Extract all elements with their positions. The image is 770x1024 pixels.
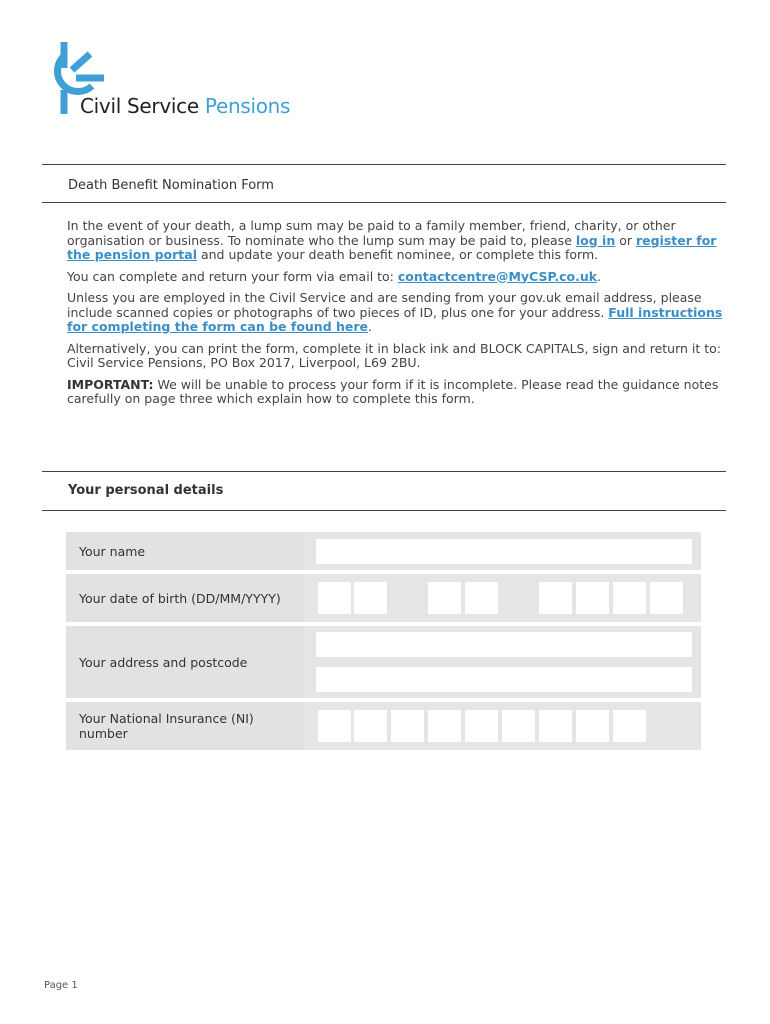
dob-year-digit-1[interactable] — [539, 582, 572, 614]
login-link[interactable]: log in — [575, 232, 616, 248]
page-number: Page 1 — [44, 980, 78, 991]
name-field[interactable] — [316, 539, 692, 564]
address-label: Your address and postcode — [66, 626, 304, 698]
address-line-1-field[interactable] — [316, 632, 692, 657]
address-row — [66, 626, 701, 698]
ni-row — [66, 702, 701, 750]
ni-digit-6[interactable] — [502, 710, 535, 742]
name-row — [66, 532, 701, 570]
register-link[interactable]: register for the pension portal — [67, 232, 717, 262]
ni-digit-2[interactable] — [354, 710, 387, 742]
name-label: Your name — [66, 532, 304, 570]
logo-text-pensions: Pensions — [204, 94, 291, 118]
intro-paragraph-1: In the event of your death, a lump sum may be paid to a family member, friend, charity, or other organisation or business. To nominate who the lump sum may be paid to, please log in or register for the pension portal and update your death benefit nominee, or complete this form. — [67, 218, 717, 262]
dob-day-digit-2[interactable] — [354, 582, 387, 614]
dob-row — [66, 574, 701, 622]
divider — [42, 202, 726, 203]
ni-digit-3[interactable] — [391, 710, 424, 742]
ni-digit-4[interactable] — [428, 710, 461, 742]
important-label: IMPORTANT: — [67, 376, 154, 392]
ni-digit-9[interactable] — [613, 710, 646, 742]
dob-month-digit-2[interactable] — [465, 582, 498, 614]
ni-digit-7[interactable] — [539, 710, 572, 742]
personal-details-title: Your personal details — [68, 483, 224, 498]
form-title: Death Benefit Nomination Form — [68, 178, 274, 193]
dob-year-digit-3[interactable] — [613, 582, 646, 614]
divider — [42, 164, 726, 165]
ni-digit-5[interactable] — [465, 710, 498, 742]
ni-digit-1[interactable] — [318, 710, 351, 742]
dob-year-digit-2[interactable] — [576, 582, 609, 614]
intro-paragraph-4: Alternatively, you can print the form, complete it in black ink and BLOCK CAPITALS, sign and return it to: Civil Service Pensions, PO Box 2017, Liverpool, L69 2BU. — [67, 340, 722, 370]
ni-digit-8[interactable] — [576, 710, 609, 742]
intro-paragraph-3: Unless you are employed in the Civil Service and are sending from your gov.uk email address, please include scanned copies or photographs of two pieces of ID, plus one for your address. Full instructions for completing the form can be found here. — [67, 290, 723, 334]
intro-paragraph-2: You can complete and return your form via email to: contactcentre@MyCSP.co.uk. — [67, 268, 602, 284]
logo-text-civil: Civil Service — [80, 94, 199, 118]
dob-year-digit-4[interactable] — [650, 582, 683, 614]
intro-text — [67, 219, 729, 414]
dob-month-digit-1[interactable] — [428, 582, 461, 614]
civil-service-pensions-logo — [42, 40, 302, 120]
dob-day-digit-1[interactable] — [318, 582, 351, 614]
divider — [42, 471, 726, 472]
intro-paragraph-5: IMPORTANT: We will be unable to process your form if it is incomplete. Please read the guidance notes carefully on page three which explain how to complete this form. — [67, 376, 719, 406]
divider — [42, 510, 726, 511]
ni-label: Your National Insurance (NI) number — [66, 702, 304, 750]
dob-label: Your date of birth (DD/MM/YYYY) — [66, 574, 304, 622]
email-link[interactable]: contactcentre@MyCSP.co.uk — [397, 268, 598, 284]
full-instructions-link[interactable]: Full instructions for completing the form can be found here — [67, 304, 723, 334]
address-line-2-field[interactable] — [316, 667, 692, 692]
